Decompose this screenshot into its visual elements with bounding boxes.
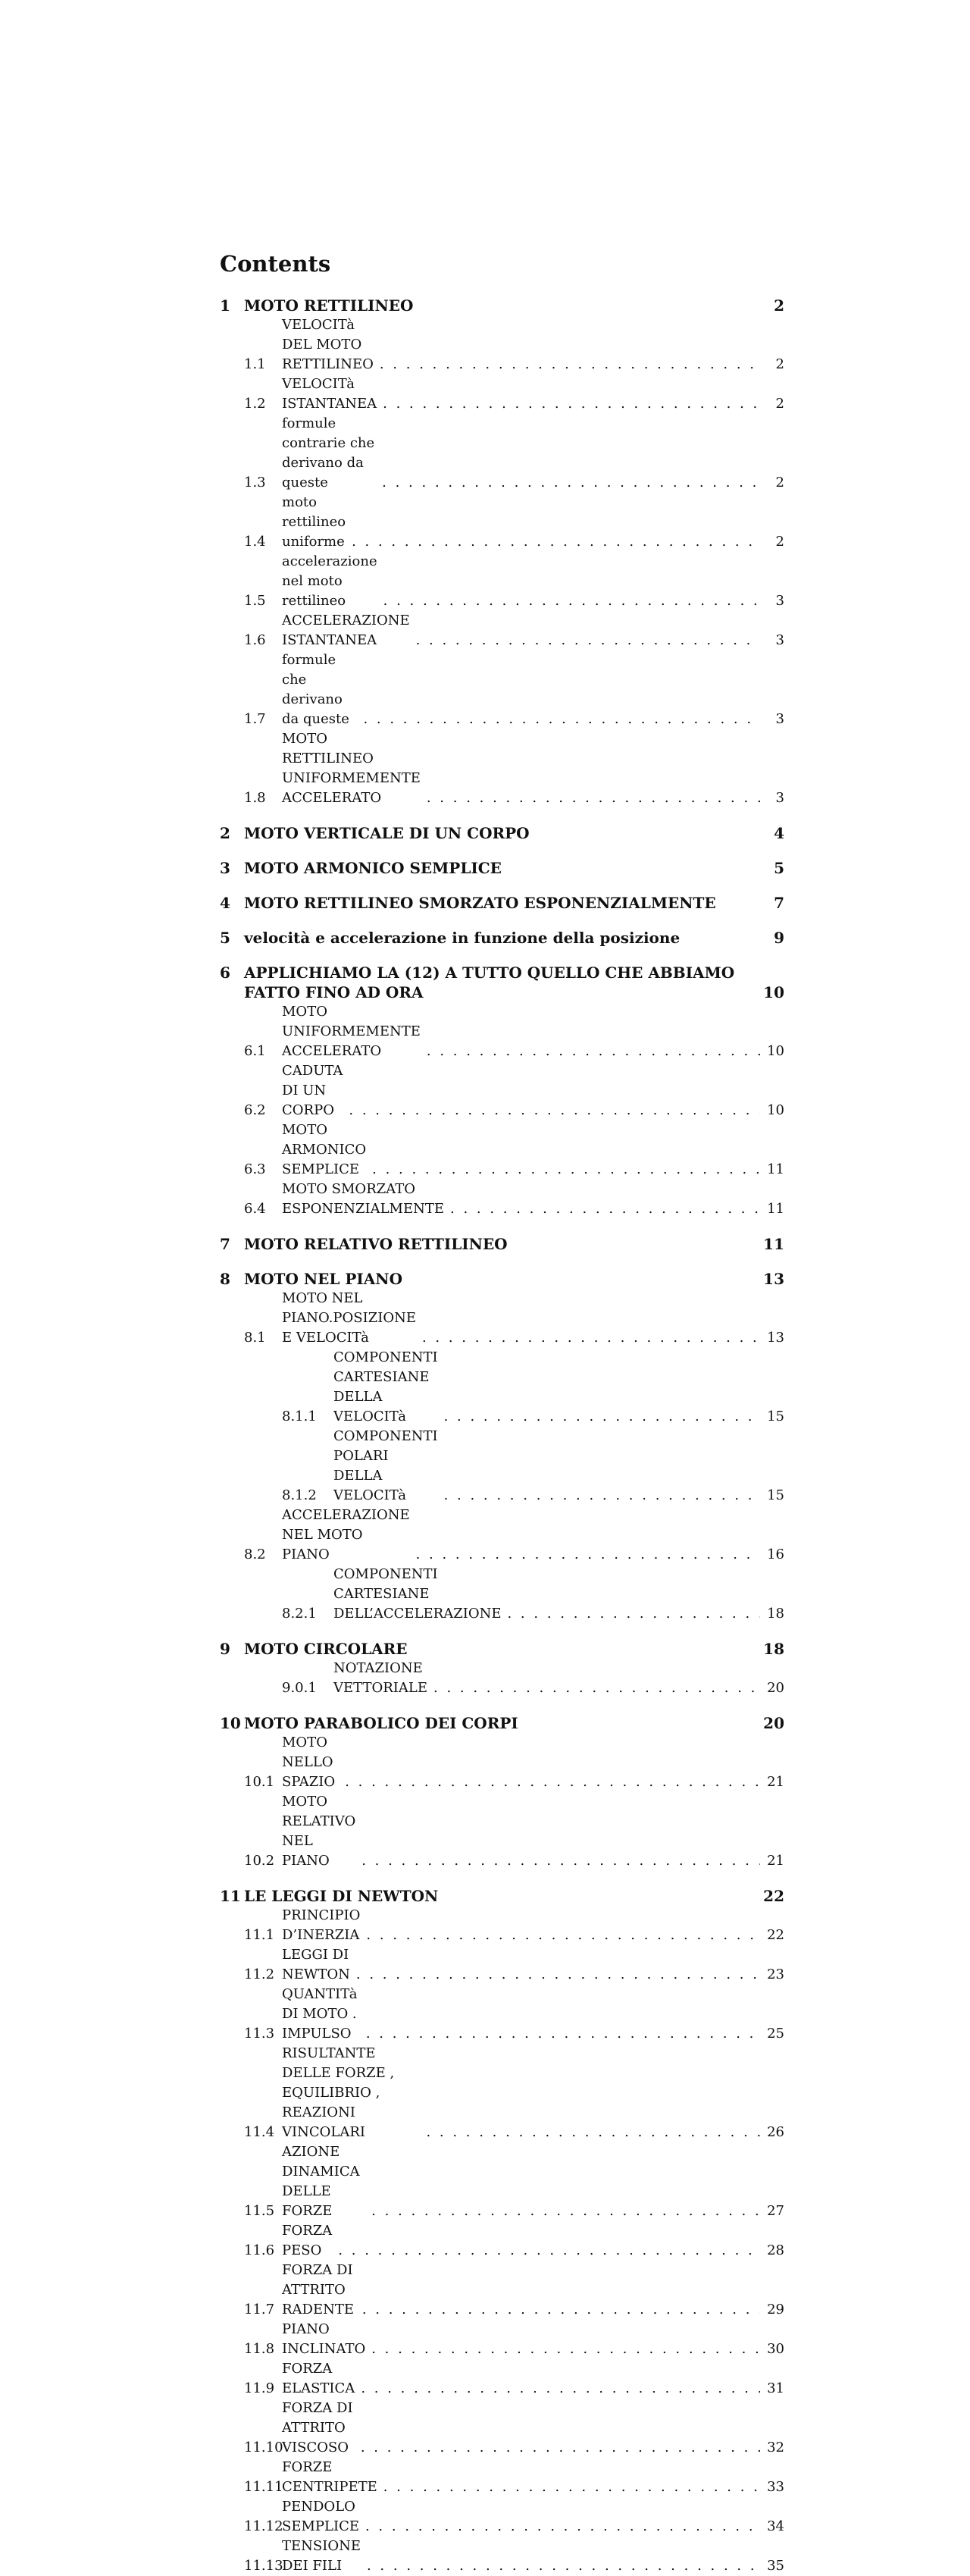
- dot-leader: [422, 1328, 760, 1348]
- dot-leader: [363, 710, 760, 729]
- entry-title: FORZE CENTRIPETE: [282, 2459, 377, 2495]
- toc-chapter-heading[interactable]: [220, 928, 784, 948]
- entry-title: formule che derivano da queste: [282, 652, 349, 727]
- entry-title: TENSIONE DEI FILI: [282, 2538, 361, 2574]
- chapter-number: 6: [220, 964, 230, 982]
- entry-number: 8.2: [244, 1547, 266, 1562]
- entry-page-number: 15: [767, 1487, 784, 1503]
- toc-chapter: [220, 928, 784, 948]
- entry-number: 8.1.2: [282, 1487, 317, 1503]
- entry-page-number: 11: [767, 1161, 784, 1177]
- entry-page-number: 25: [767, 2026, 784, 2042]
- entry-page-number: 18: [767, 1606, 784, 1622]
- toc-section-entry[interactable]: [220, 493, 784, 552]
- entry-page-number: 35: [767, 2558, 784, 2574]
- entry-number: 11.9: [244, 2380, 275, 2396]
- entry-title: MOTO NELLO SPAZIO: [282, 1735, 336, 1790]
- chapter-page-number: 10: [763, 983, 784, 1001]
- toc-chapter-heading[interactable]: [220, 823, 784, 843]
- entry-title: PENDOLO SEMPLICE: [282, 2499, 359, 2534]
- toc-section-entry[interactable]: [220, 1733, 784, 1792]
- dot-leader: [383, 591, 760, 611]
- entry-title: PIANO INCLINATO: [282, 2321, 366, 2357]
- entry-title: MOTO RELATIVO NEL PIANO: [282, 1794, 356, 1869]
- toc-chapter: [220, 823, 784, 843]
- toc-chapter-heading[interactable]: [220, 1713, 784, 1733]
- toc-section-entry[interactable]: [220, 2221, 784, 2261]
- entry-number: 6.3: [244, 1161, 266, 1177]
- toc-subsection-entry[interactable]: [220, 1348, 784, 1427]
- toc-section-entry[interactable]: [220, 2320, 784, 2359]
- dot-leader: [427, 788, 760, 808]
- entry-page-number: 29: [767, 2302, 784, 2317]
- entry-number: 6.4: [244, 1201, 266, 1217]
- entry-page-number: 3: [775, 711, 784, 727]
- chapter-title: APPLICHIAMO LA (12) A TUTTO QUELLO CHE ABBIAMO FATTO FINO AD ORA: [244, 964, 735, 1001]
- entry-title: moto rettilineo uniforme: [282, 494, 346, 550]
- chapter-page-number: 11: [763, 1235, 784, 1253]
- entry-title: MOTO RETTILINEO UNIFORMEMENTE ACCELERATO: [282, 731, 421, 806]
- entry-title: PRINCIPIO D’INERZIA: [282, 1907, 361, 1943]
- chapter-title: MOTO ARMONICO SEMPLICE: [244, 859, 502, 877]
- entry-number: 1.2: [244, 396, 266, 412]
- chapter-page-number: 7: [774, 894, 784, 912]
- chapter-page-number: 9: [774, 929, 784, 947]
- entry-number: 11.12: [244, 2518, 283, 2534]
- entry-page-number: 15: [767, 1409, 784, 1424]
- toc-section-entry[interactable]: [220, 1506, 784, 1565]
- chapter-page-number: 13: [763, 1270, 784, 1288]
- toc-chapter-heading[interactable]: [220, 858, 784, 878]
- entry-number: 1.4: [244, 534, 266, 550]
- dot-leader: [380, 355, 760, 374]
- dot-leader: [372, 1160, 760, 1180]
- entry-page-number: 31: [767, 2380, 784, 2396]
- entry-page-number: 28: [767, 2242, 784, 2258]
- dot-leader: [371, 2339, 760, 2359]
- chapter-page-number: 18: [763, 1640, 784, 1658]
- dot-leader: [356, 1965, 760, 1985]
- dot-leader: [338, 2241, 760, 2261]
- toc-chapter: [220, 963, 784, 1219]
- entry-title: CADUTA DI UN CORPO: [282, 1063, 343, 1118]
- toc-section-entry[interactable]: [220, 2537, 784, 2576]
- toc-chapter: [220, 1639, 784, 1698]
- toc-list: [220, 296, 784, 2576]
- entry-number: 11.5: [244, 2203, 275, 2219]
- toc-chapter: [220, 893, 784, 913]
- chapter-page-number: 4: [774, 824, 784, 842]
- entry-number: 10.2: [244, 1853, 275, 1869]
- entry-page-number: 3: [775, 790, 784, 806]
- toc-section-entry[interactable]: [220, 1002, 784, 1061]
- dot-leader: [382, 473, 760, 493]
- entry-page-number: 11: [767, 1201, 784, 1217]
- entry-number: 8.1: [244, 1330, 266, 1346]
- dot-leader: [367, 2556, 760, 2576]
- toc-chapter-heading[interactable]: [220, 963, 784, 1002]
- dot-leader: [361, 1851, 760, 1871]
- dot-leader: [450, 1199, 760, 1219]
- toc-section-entry[interactable]: [220, 1180, 784, 1219]
- entry-title: formule contrarie che derivano da queste: [282, 415, 375, 490]
- entry-number: 1.3: [244, 475, 266, 490]
- entry-number: 11.3: [244, 2026, 275, 2042]
- chapter-page-number: 20: [763, 1714, 784, 1732]
- chapter-number: 9: [220, 1640, 230, 1658]
- dot-leader: [416, 631, 760, 650]
- entry-number: 9.0.1: [282, 1680, 317, 1696]
- chapter-title: velocità e accelerazione in funzione della posizione: [244, 929, 681, 947]
- entry-page-number: 2: [775, 534, 784, 550]
- toc-section-entry[interactable]: [220, 2359, 784, 2399]
- chapter-page-number: 5: [774, 859, 784, 877]
- entry-page-number: 21: [767, 1853, 784, 1869]
- dot-leader: [444, 1407, 760, 1427]
- entry-title: NOTAZIONE VETTORIALE: [333, 1660, 427, 1696]
- dot-leader: [362, 2300, 760, 2320]
- toc-chapter: [220, 858, 784, 878]
- toc-section-entry[interactable]: [220, 1061, 784, 1120]
- entry-title: MOTO ARMONICO SEMPLICE: [282, 1122, 367, 1177]
- toc-chapter-heading[interactable]: [220, 1639, 784, 1659]
- entry-number: 10.1: [244, 1774, 275, 1790]
- dot-leader: [383, 394, 760, 414]
- entry-title: COMPONENTI POLARI DELLA VELOCITà: [333, 1428, 438, 1503]
- chapter-title: MOTO NEL PIANO: [244, 1270, 402, 1288]
- entry-number: 6.1: [244, 1043, 266, 1059]
- toc-section-entry[interactable]: [220, 1120, 784, 1180]
- entry-page-number: 30: [767, 2341, 784, 2357]
- toc-chapter: [220, 1886, 784, 2576]
- entry-page-number: 3: [775, 593, 784, 609]
- entry-number: 1.6: [244, 632, 266, 648]
- chapter-number: 10: [220, 1714, 241, 1732]
- entry-number: 8.1.1: [282, 1409, 317, 1424]
- toc-section-entry[interactable]: [220, 2044, 784, 2142]
- entry-number: 11.10: [244, 2440, 283, 2455]
- toc-chapter: [220, 1234, 784, 1254]
- dot-leader: [371, 2202, 760, 2221]
- toc-section-entry[interactable]: [220, 611, 784, 650]
- chapter-title: MOTO RETTILINEO SMORZATO ESPONENZIALMENTE: [244, 894, 716, 912]
- chapter-number: 3: [220, 859, 230, 877]
- chapter-title: MOTO PARABOLICO DEI CORPI: [244, 1714, 518, 1732]
- entry-title: MOTO SMORZATO ESPONENZIALMENTE: [282, 1181, 445, 1217]
- entry-title: FORZA PESO: [282, 2223, 333, 2258]
- entry-title: accelerazione nel moto rettilineo: [282, 553, 377, 609]
- entry-number: 11.8: [244, 2341, 275, 2357]
- chapter-title: MOTO VERTICALE DI UN CORPO: [244, 824, 530, 842]
- entry-page-number: 22: [767, 1927, 784, 1943]
- entry-page-number: 23: [767, 1966, 784, 1982]
- toc-subsection-entry[interactable]: [220, 1427, 784, 1506]
- dot-leader: [345, 1772, 760, 1792]
- toc-subsection-entry[interactable]: [220, 1565, 784, 1624]
- entry-title: FORZA DI ATTRITO RADENTE: [282, 2262, 355, 2317]
- entry-number: 11.6: [244, 2242, 275, 2258]
- dot-leader: [383, 2477, 760, 2497]
- toc-section-entry[interactable]: [220, 374, 784, 414]
- chapter-number: 11: [220, 1887, 241, 1905]
- toc-section-entry[interactable]: [220, 2261, 784, 2320]
- entry-page-number: 3: [775, 632, 784, 648]
- dot-leader: [426, 2123, 760, 2142]
- chapter-title: MOTO CIRCOLARE: [244, 1640, 408, 1658]
- chapter-number: 4: [220, 894, 230, 912]
- toc-section-entry[interactable]: [220, 2399, 784, 2458]
- entry-page-number: 2: [775, 356, 784, 372]
- entry-page-number: 27: [767, 2203, 784, 2219]
- toc-section-entry[interactable]: [220, 729, 784, 808]
- toc-section-entry[interactable]: [220, 1985, 784, 2044]
- toc-section-entry[interactable]: [220, 1792, 784, 1871]
- toc-section-entry[interactable]: [220, 1906, 784, 1945]
- dot-leader: [352, 532, 760, 552]
- dot-leader: [444, 1486, 760, 1506]
- entry-title: VELOCITà ISTANTANEA: [282, 376, 377, 412]
- entry-number: 1.5: [244, 593, 266, 609]
- entry-page-number: 16: [767, 1547, 784, 1562]
- chapter-number: 5: [220, 929, 230, 947]
- chapter-title: MOTO RETTILINEO: [244, 296, 414, 315]
- toc-section-entry[interactable]: [220, 2458, 784, 2497]
- toc-chapter-heading[interactable]: [220, 1269, 784, 1289]
- entry-title: QUANTITà DI MOTO . IMPULSO: [282, 1986, 358, 2042]
- entry-page-number: 20: [767, 1680, 784, 1696]
- entry-page-number: 33: [767, 2479, 784, 2495]
- dot-leader: [427, 1042, 760, 1061]
- entry-page-number: 2: [775, 475, 784, 490]
- toc-section-entry[interactable]: [220, 1945, 784, 1985]
- entry-title: MOTO NEL PIANO.POSIZIONE E VELOCITà: [282, 1290, 416, 1346]
- toc-chapter: [220, 1713, 784, 1871]
- toc-chapter-heading[interactable]: [220, 1886, 784, 1906]
- toc-section-entry[interactable]: [220, 414, 784, 493]
- entry-title: COMPONENTI CARTESIANE DELL’ACCELERAZIONE: [333, 1566, 502, 1622]
- entry-title: FORZA ELASTICA: [282, 2361, 355, 2396]
- toc-chapter: [220, 296, 784, 808]
- entry-title: VELOCITà DEL MOTO RETTILINEO: [282, 317, 374, 372]
- toc-section-entry[interactable]: [220, 650, 784, 729]
- dot-leader: [349, 1101, 760, 1120]
- entry-title: FORZA DI ATTRITO VISCOSO: [282, 2400, 353, 2455]
- entry-number: 6.2: [244, 1102, 266, 1118]
- entry-number: 11.11: [244, 2479, 283, 2495]
- dot-leader: [366, 1926, 760, 1945]
- entry-page-number: 26: [767, 2124, 784, 2140]
- toc-section-entry[interactable]: [220, 2142, 784, 2221]
- toc-chapter: [220, 1269, 784, 1624]
- toc-chapter-heading[interactable]: [220, 1234, 784, 1254]
- dot-leader: [416, 1545, 760, 1565]
- dot-leader: [433, 1678, 760, 1698]
- toc-section-entry[interactable]: [220, 1289, 784, 1348]
- entry-number: 1.7: [244, 711, 266, 727]
- entry-number: 11.4: [244, 2124, 275, 2140]
- entry-title: COMPONENTI CARTESIANE DELLA VELOCITà: [333, 1349, 438, 1424]
- chapter-title: MOTO RELATIVO RETTILINEO: [244, 1235, 508, 1253]
- entry-title: AZIONE DINAMICA DELLE FORZE: [282, 2144, 360, 2219]
- toc-section-entry[interactable]: [220, 315, 784, 374]
- entry-number: 11.13: [244, 2558, 283, 2574]
- entry-title: LEGGI DI NEWTON: [282, 1947, 350, 1982]
- chapter-number: 2: [220, 824, 230, 842]
- chapter-number: 7: [220, 1235, 230, 1253]
- chapter-number: 1: [220, 296, 230, 315]
- entry-title: ACCELERAZIONE NEL MOTO PIANO: [282, 1507, 410, 1562]
- entry-page-number: 32: [767, 2440, 784, 2455]
- chapter-page-number: 2: [774, 296, 784, 315]
- table-of-contents: [220, 250, 784, 2576]
- dot-leader: [507, 1604, 760, 1624]
- entry-number: 1.8: [244, 790, 266, 806]
- dot-leader: [365, 2517, 760, 2537]
- entry-number: 11.2: [244, 1966, 275, 1982]
- entry-page-number: 10: [767, 1043, 784, 1059]
- dot-leader: [361, 2438, 760, 2458]
- entry-page-number: 34: [767, 2518, 784, 2534]
- toc-chapter-heading[interactable]: [220, 893, 784, 913]
- toc-chapter-heading[interactable]: [220, 296, 784, 315]
- dot-leader: [361, 2379, 760, 2399]
- entry-page-number: 10: [767, 1102, 784, 1118]
- page-title: Contents: [220, 251, 331, 277]
- entry-title: ACCELERAZIONE ISTANTANEA: [282, 613, 410, 648]
- entry-page-number: 21: [767, 1774, 784, 1790]
- toc-subsection-entry[interactable]: [220, 1659, 784, 1698]
- entry-page-number: 13: [767, 1330, 784, 1346]
- toc-section-entry[interactable]: [220, 552, 784, 611]
- entry-title: MOTO UNIFORMEMENTE ACCELERATO: [282, 1004, 421, 1059]
- entry-number: 1.1: [244, 356, 266, 372]
- chapter-number: 8: [220, 1270, 230, 1288]
- toc-section-entry[interactable]: [220, 2497, 784, 2537]
- entry-title: RISULTANTE DELLE FORZE , EQUILIBRIO , REAZIONI VINCOLARI: [282, 2045, 395, 2140]
- entry-number: 8.2.1: [282, 1606, 317, 1622]
- dot-leader: [366, 2024, 760, 2044]
- chapter-page-number: 22: [763, 1887, 784, 1905]
- entry-number: 11.7: [244, 2302, 275, 2317]
- entry-number: 11.1: [244, 1927, 275, 1943]
- chapter-title: LE LEGGI DI NEWTON: [244, 1887, 439, 1905]
- entry-page-number: 2: [775, 396, 784, 412]
